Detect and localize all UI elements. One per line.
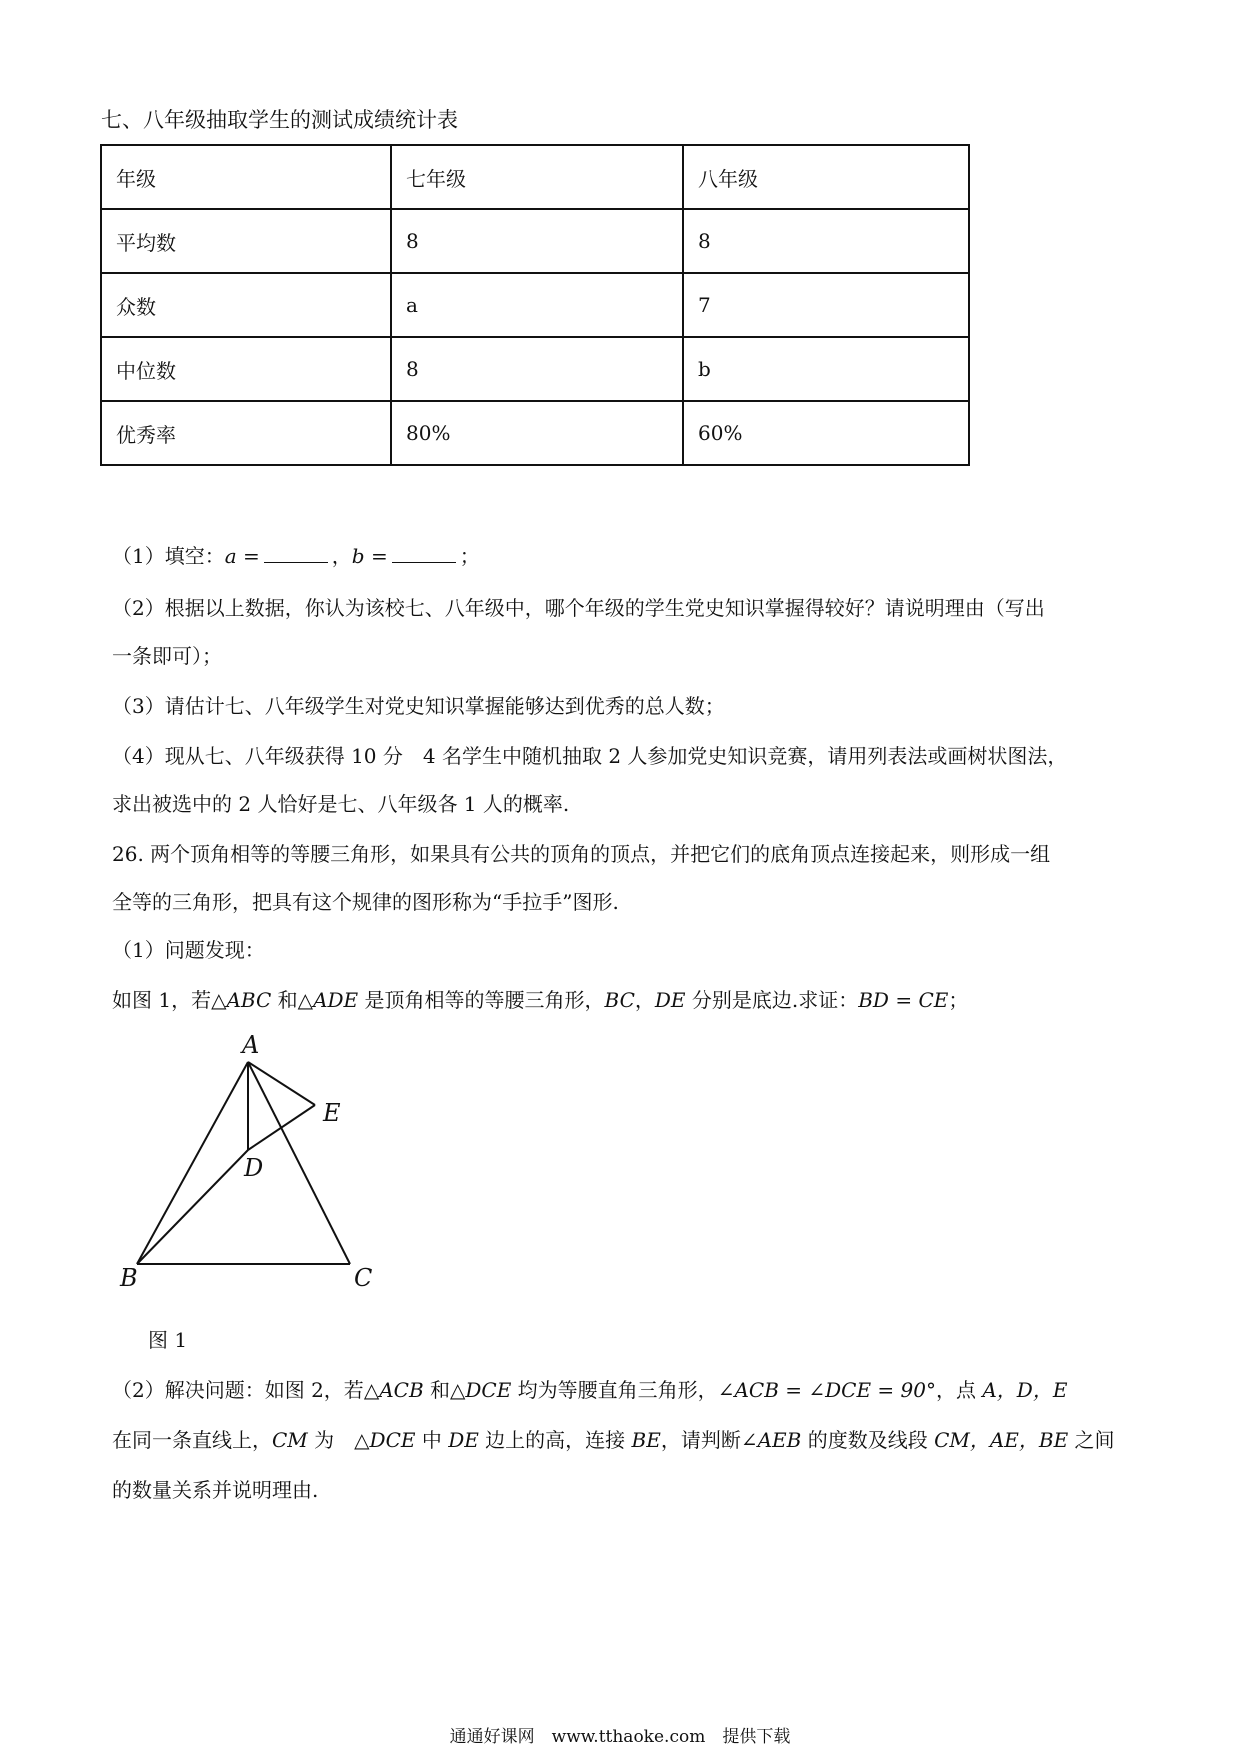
table-cell: 80% [391,401,683,465]
subquestion-2-line-2: 在同一条直线上，CM 为 △DCE 中 DE 边上的高，连接 BE，请判断∠AEB 的度数及线段 CM，AE，BE 之间 [112,1428,1115,1452]
table-cell: 60% [683,401,969,465]
triangle-symbol: △ [354,1428,370,1452]
label-A: A [242,1031,260,1059]
table-cell: 8 [391,337,683,401]
label-C: C [354,1264,373,1290]
header-cell-grade8: 八年级 [683,145,969,209]
label-D: D [244,1154,264,1182]
problem-26-line-2: 全等的三角形，把具有这个规律的图形称为“手拉手”图形. [112,890,619,914]
table-row [101,401,969,465]
header-cell-grade: 年级 [101,145,391,209]
subquestion-2-line-1: （2）解决问题：如图 2，若△ACB 和△DCE 均为等腰直角三角形，∠ACB = ∠DCE = 90°，点 A，D，E [112,1378,1068,1402]
table-row [101,273,969,337]
label-B: B [120,1264,138,1290]
triangle-symbol: △ [211,988,227,1012]
question-1: （1）填空：a = ，b = ； [112,544,480,568]
subquestion-1-title: （1）问题发现： [112,938,265,962]
label-E: E [323,1099,341,1127]
table-cell: 7 [683,273,969,337]
table-cell: a [391,273,683,337]
triangle-symbol: △ [297,988,314,1012]
table-title: 七、八年级抽取学生的测试成绩统计表 [101,108,458,132]
question-2-line-2: 一条即可）； [112,644,222,668]
triangle-symbol: △ [450,1378,466,1402]
table-cell: 8 [683,209,969,273]
figure-1-caption: 图 1 [148,1328,188,1352]
page-footer: 通通好课网 www.tthaoke.com 提供下载 [449,1727,791,1747]
blank-b [392,544,456,563]
header-cell-grade7: 七年级 [391,145,683,209]
blank-a [264,544,328,563]
table-row [101,337,969,401]
row-label: 众数 [101,273,391,337]
row-label: 平均数 [101,209,391,273]
question-2-line-1: （2）根据以上数据，你认为该校七、八年级中，哪个年级的学生党史知识掌握得较好？请说明理由（写出 [112,596,1045,620]
subquestion-1-text: 如图 1，若△ABC 和△ADE 是顶角相等的等腰三角形，BC，DE 分别是底边.求证：BD = CE； [112,988,969,1012]
problem-26-line-1: 26. 两个顶角相等的等腰三角形，如果具有公共的顶角的顶点，并把它们的底角顶点连接起来，则形成一组 [112,842,1051,866]
table-cell: 8 [391,209,683,273]
table-row [101,209,969,273]
subquestion-2-line-3: 的数量关系并说明理由. [112,1478,319,1502]
question-4-line-2: 求出被选中的 2 人恰好是七、八年级各 1 人的概率. [112,792,570,816]
table-header-row [101,145,969,209]
score-statistics-table [100,144,970,466]
figure-1-diagram [110,1020,410,1290]
row-label: 优秀率 [101,401,391,465]
question-3: （3）请估计七、八年级学生对党史知识掌握能够达到优秀的总人数； [112,694,725,718]
row-label: 中位数 [101,337,391,401]
question-4-line-1: （4）现从七、八年级获得 10 分 4 名学生中随机抽取 2 人参加党史知识竞赛，请用列表法或画树状图法， [112,744,1068,768]
table-cell: b [683,337,969,401]
